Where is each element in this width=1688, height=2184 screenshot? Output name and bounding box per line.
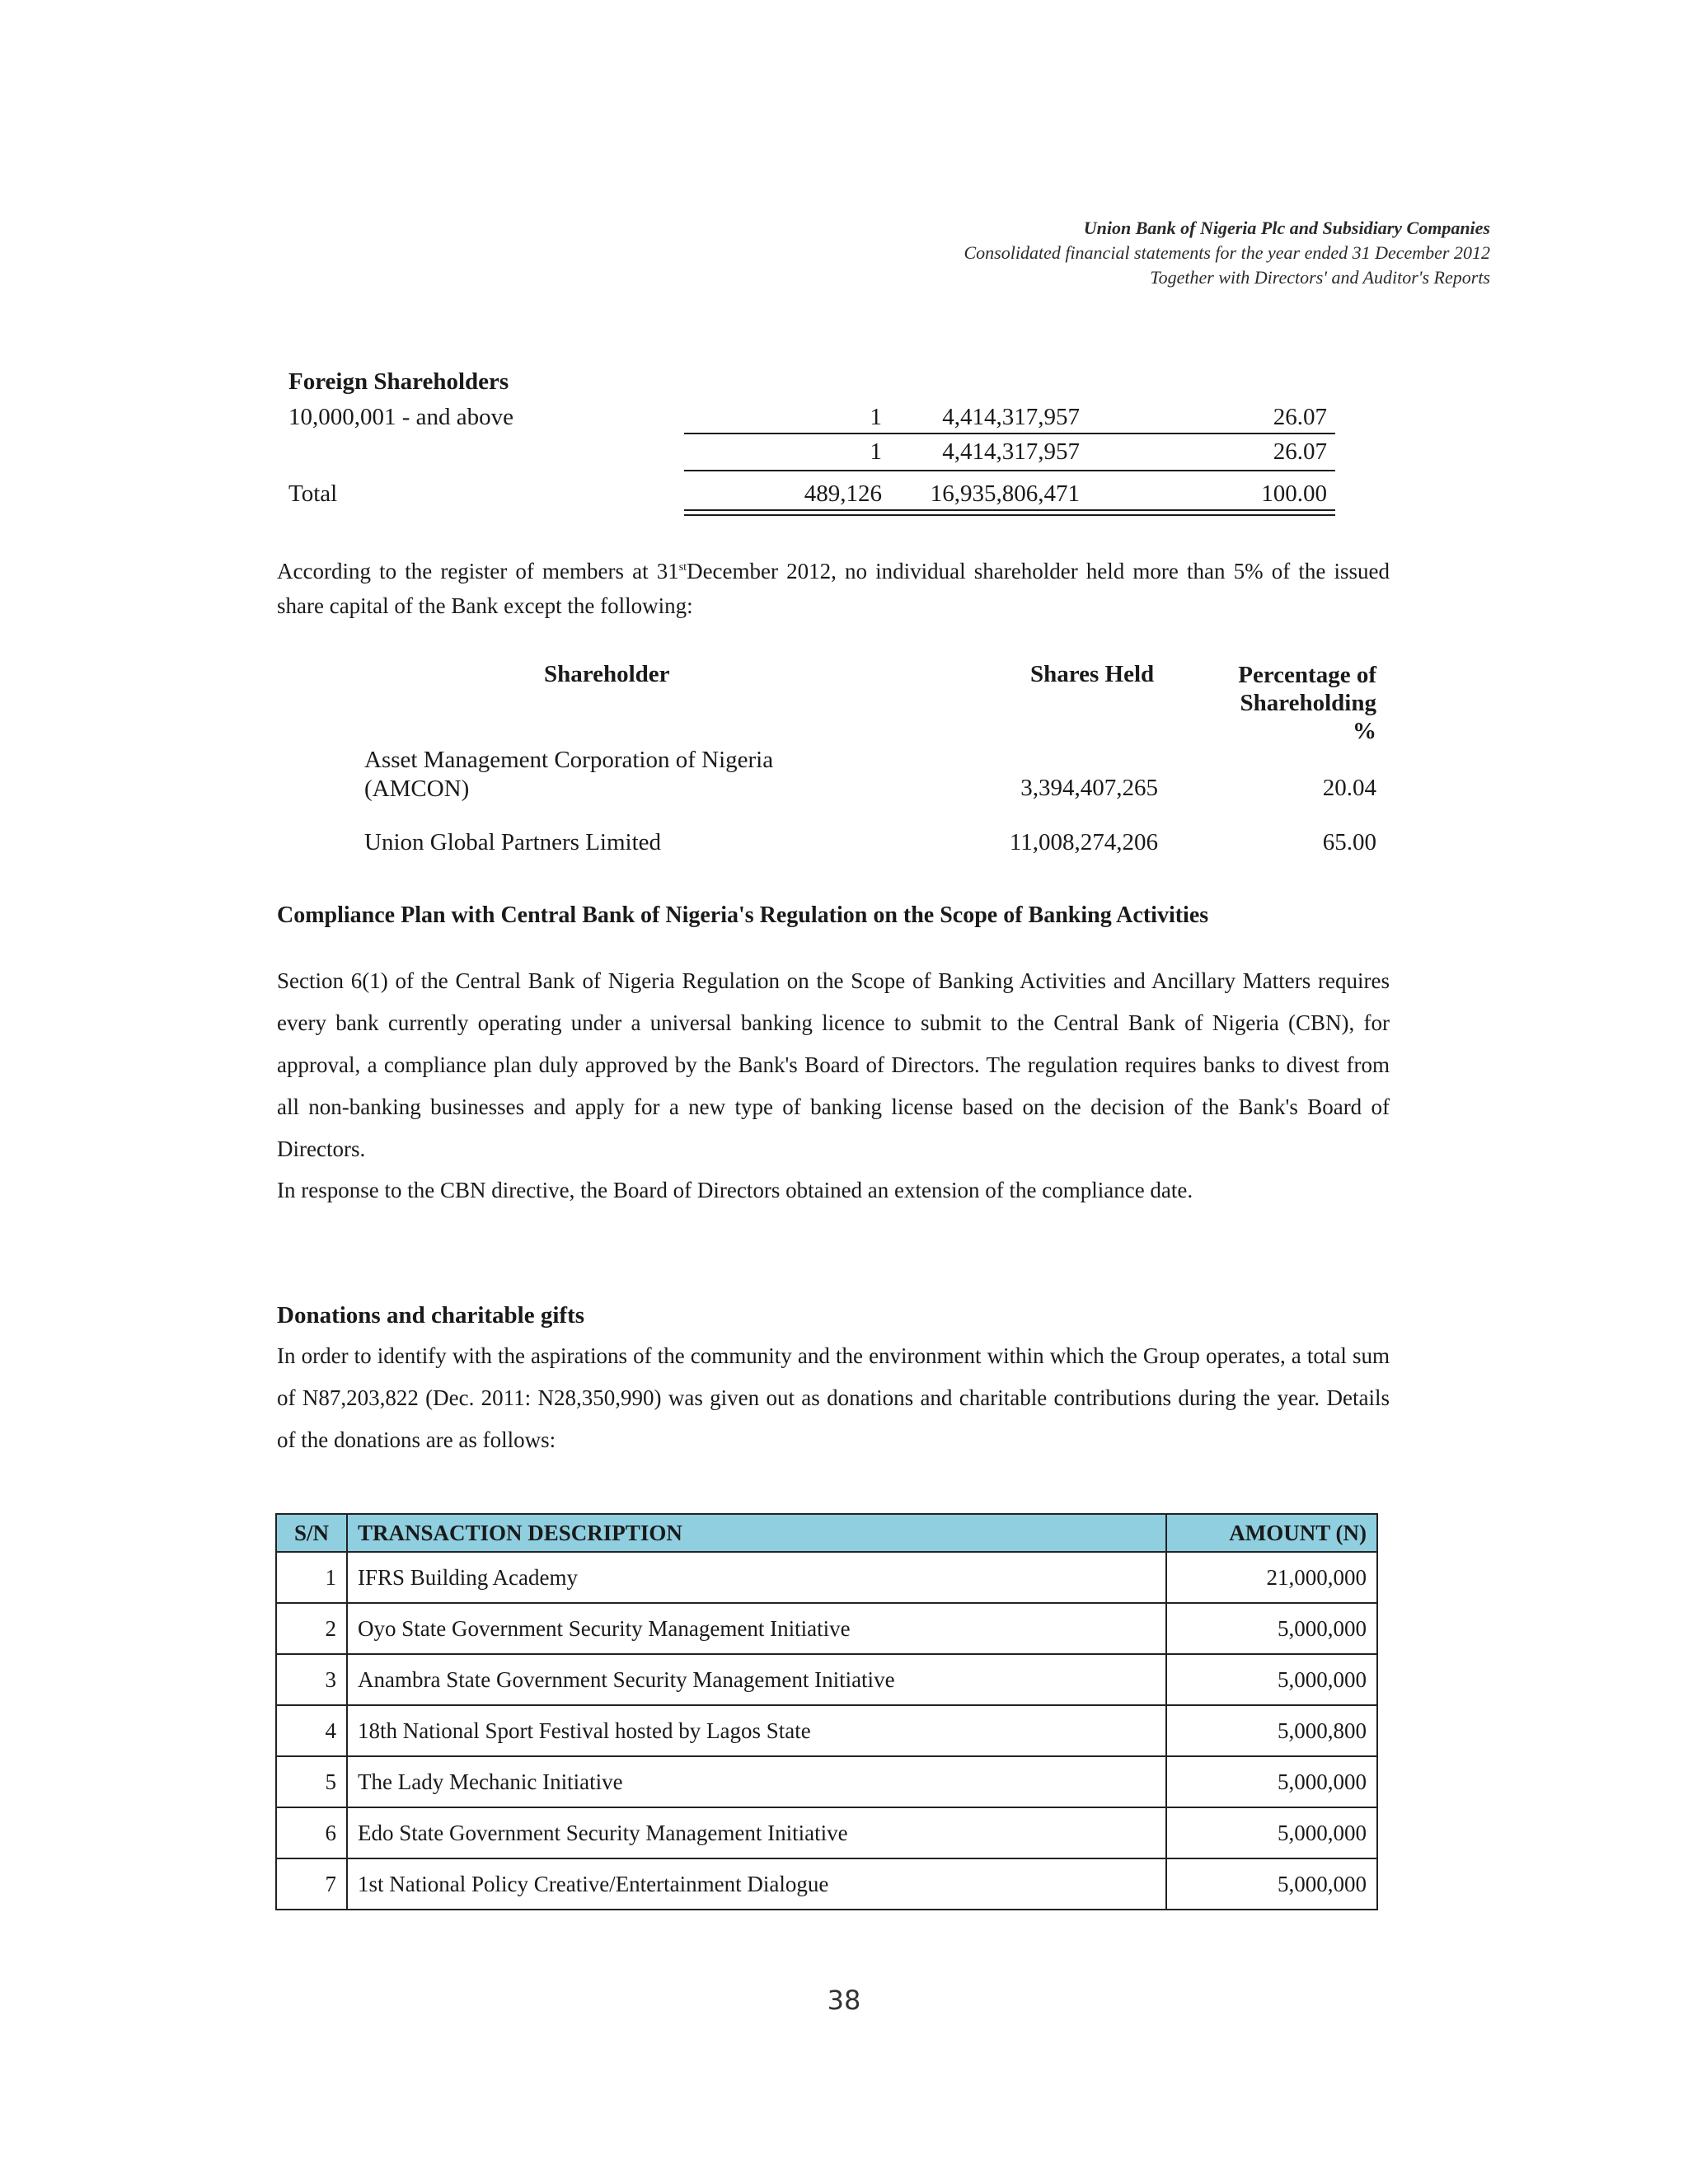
header-line3: Together with Directors' and Auditor's Reports bbox=[1150, 267, 1490, 288]
row-description: Anambra State Government Security Management Initiative bbox=[347, 1654, 1166, 1705]
col-percentage bbox=[1187, 661, 1376, 745]
compliance-title: Compliance Plan with Central Bank of Nigeria's Regulation on the Scope of Banking Activities bbox=[277, 902, 1209, 928]
row-description: 1st National Policy Creative/Entertainment Dialogue bbox=[347, 1858, 1166, 1910]
table-row bbox=[276, 1756, 1377, 1807]
total-rule bbox=[684, 470, 1335, 471]
table-row bbox=[276, 1552, 1377, 1603]
total-pct: 100.00 bbox=[1261, 480, 1327, 507]
range-pct: 26.07 bbox=[1273, 404, 1327, 430]
register-sup: st bbox=[678, 561, 687, 574]
compliance-paragraph: Section 6(1) of the Central Bank of Nigeria Regulation on the Scope of Banking Activities and Ancillary Matters requires every bank currently operating under a universal banking licence to submit to the Central Bank of Nigeria (CBN), for approval, a compliance plan duly approved by the Bank's Board of Directors. The regulation requires banks to divest from all non-banking businesses and apply for a new type of banking license based on the decision of the Bank's Board of Directors. bbox=[277, 968, 1390, 1161]
holder-row-name bbox=[364, 746, 773, 804]
row-amount: 5,000,000 bbox=[1166, 1858, 1377, 1910]
row-description: The Lady Mechanic Initiative bbox=[347, 1756, 1166, 1807]
holder-pct: 20.04 bbox=[1322, 775, 1376, 801]
total-units: 16,935,806,471 bbox=[930, 480, 1080, 507]
subtotal-pct: 26.07 bbox=[1273, 438, 1327, 465]
row-amount: 5,000,000 bbox=[1166, 1807, 1377, 1858]
foreign-shareholders-title: Foreign Shareholders bbox=[288, 368, 509, 395]
col-amount: AMOUNT (N) bbox=[1166, 1514, 1377, 1552]
compliance-response: In response to the CBN directive, the Board of Directors obtained an extension of the compliance date. bbox=[277, 1178, 1193, 1202]
holder-shares: 11,008,274,206 bbox=[1009, 829, 1158, 855]
row-description: Edo State Government Security Management Initiative bbox=[347, 1807, 1166, 1858]
row-amount: 5,000,000 bbox=[1166, 1654, 1377, 1705]
row-description: Oyo State Government Security Management Initiative bbox=[347, 1603, 1166, 1654]
range-label: 10,000,001 - and above bbox=[288, 404, 514, 430]
total-label: Total bbox=[288, 480, 338, 507]
header-company: Union Bank of Nigeria Plc and Subsidiary Companies bbox=[1083, 218, 1490, 238]
total-holders: 489,126 bbox=[804, 480, 882, 507]
holder-shares: 3,394,407,265 bbox=[1020, 775, 1158, 801]
table-row bbox=[276, 1858, 1377, 1910]
row-amount: 21,000,000 bbox=[1166, 1552, 1377, 1603]
row-description: IFRS Building Academy bbox=[347, 1552, 1166, 1603]
table-row bbox=[276, 1705, 1377, 1756]
donations-title: Donations and charitable gifts bbox=[277, 1302, 585, 1329]
row-sn: 4 bbox=[276, 1705, 347, 1756]
row-description: 18th National Sport Festival hosted by Lagos State bbox=[347, 1705, 1166, 1756]
row-sn: 2 bbox=[276, 1603, 347, 1654]
holder-name-line2: (AMCON) bbox=[364, 776, 470, 802]
col-percentage-line2: Shareholding bbox=[1240, 690, 1376, 716]
table-header-row bbox=[276, 1514, 1377, 1552]
total-double-rule-2 bbox=[684, 514, 1335, 516]
donations-paragraph: In order to identify with the aspirations of the community and the environment within which the Group operates, a total sum of N87,203,822 (Dec. 2011: N28,350,990) was given out as donations and charitable contributions during the year. Details of the donations are as follows: bbox=[277, 1343, 1390, 1452]
page-number: 38 bbox=[827, 1985, 861, 2016]
col-percentage-line1: Percentage of bbox=[1238, 662, 1376, 688]
row-amount: 5,000,800 bbox=[1166, 1705, 1377, 1756]
subtotal-holders: 1 bbox=[870, 438, 882, 465]
holder-row-name: Union Global Partners Limited bbox=[364, 829, 662, 855]
range-holders: 1 bbox=[870, 404, 882, 430]
row-amount: 5,000,000 bbox=[1166, 1756, 1377, 1807]
donations-table bbox=[275, 1513, 1378, 1910]
subtotal-rule bbox=[684, 433, 1335, 434]
header-line2: Consolidated financial statements for the year ended 31 December 2012 bbox=[964, 242, 1490, 263]
row-sn: 6 bbox=[276, 1807, 347, 1858]
row-sn: 7 bbox=[276, 1858, 347, 1910]
document-header bbox=[964, 216, 1491, 290]
col-shares-held: Shares Held bbox=[1030, 661, 1155, 687]
col-description: TRANSACTION DESCRIPTION bbox=[347, 1514, 1166, 1552]
range-units: 4,414,317,957 bbox=[942, 404, 1080, 430]
row-sn: 1 bbox=[276, 1552, 347, 1603]
register-text-before: According to the register of members at 31 bbox=[277, 559, 679, 583]
col-percentage-unit: % bbox=[1353, 718, 1376, 744]
total-double-rule-1 bbox=[684, 509, 1335, 511]
holder-pct: 65.00 bbox=[1322, 829, 1376, 855]
row-amount: 5,000,000 bbox=[1166, 1603, 1377, 1654]
register-text-after: December 2012, no individual shareholder held more than 5% of the issued share capital of the Bank except the following: bbox=[277, 559, 1390, 618]
table-row bbox=[276, 1807, 1377, 1858]
subtotal-units: 4,414,317,957 bbox=[942, 438, 1080, 465]
col-shareholder: Shareholder bbox=[544, 661, 670, 687]
table-row bbox=[276, 1654, 1377, 1705]
col-sn: S/N bbox=[276, 1514, 347, 1552]
table-row bbox=[276, 1603, 1377, 1654]
row-sn: 3 bbox=[276, 1654, 347, 1705]
holder-name-line1: Asset Management Corporation of Nigeria bbox=[364, 747, 774, 773]
register-paragraph bbox=[277, 554, 1390, 623]
row-sn: 5 bbox=[276, 1756, 347, 1807]
